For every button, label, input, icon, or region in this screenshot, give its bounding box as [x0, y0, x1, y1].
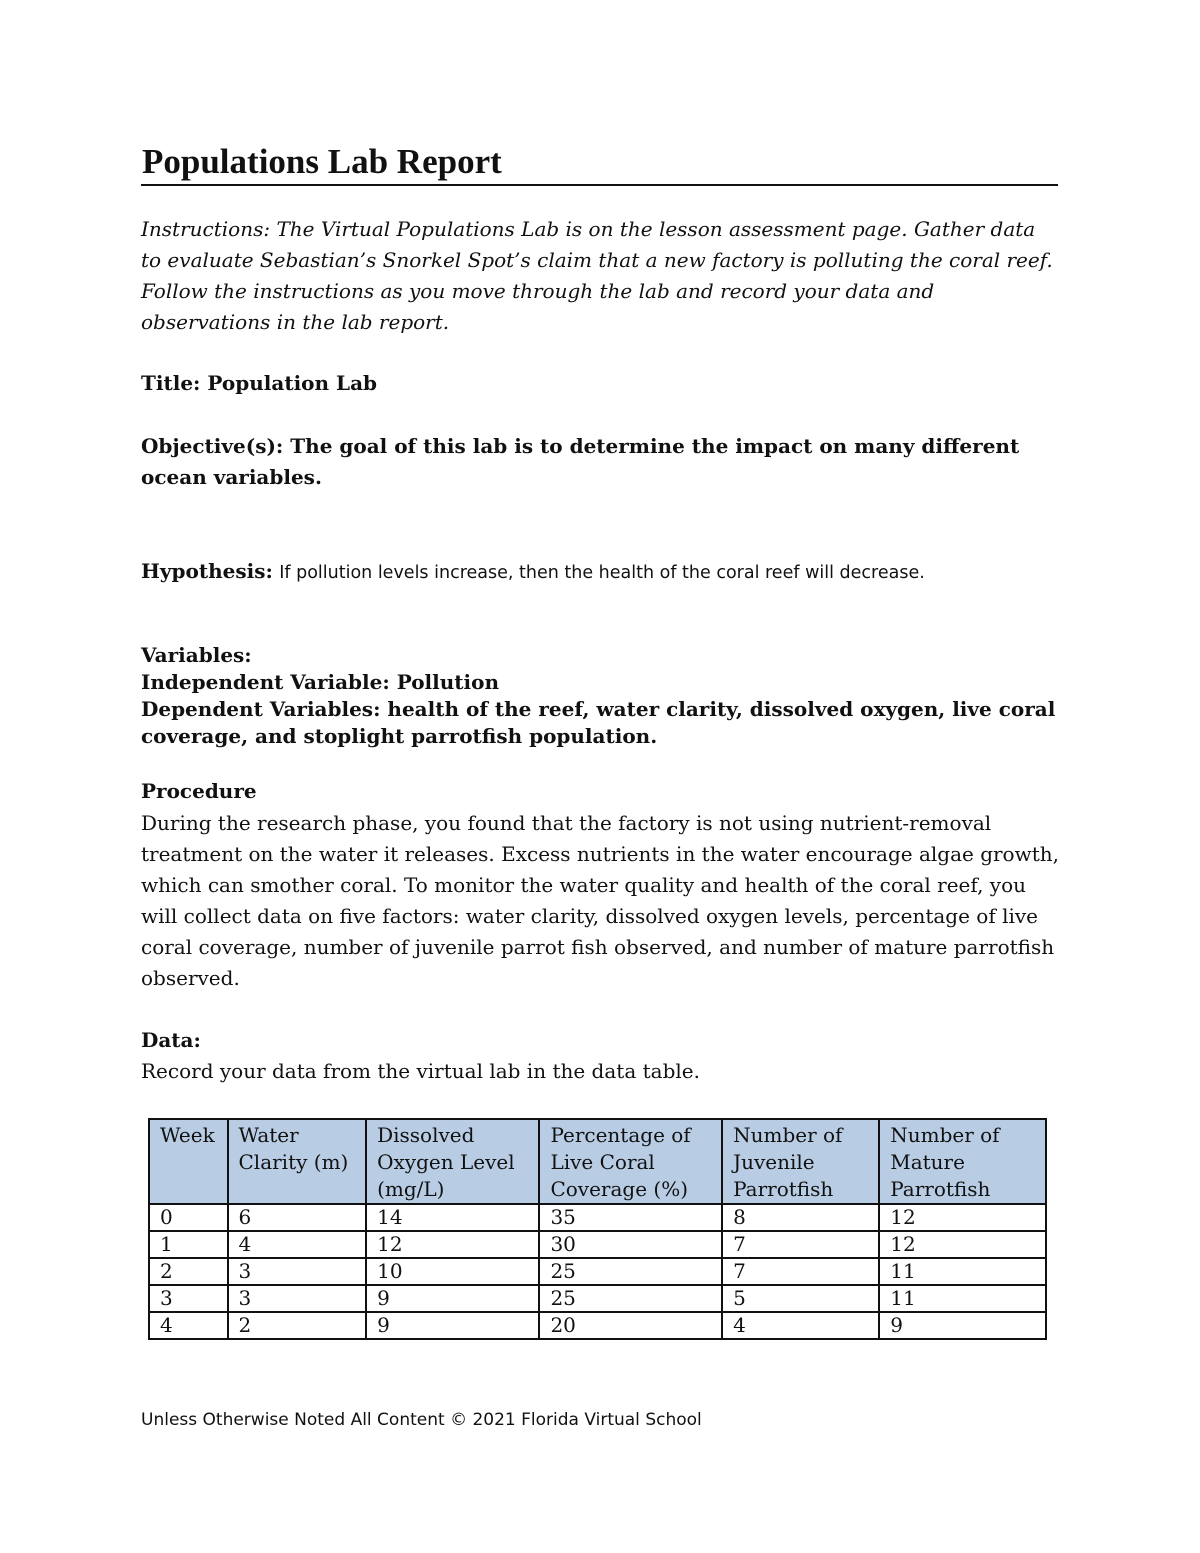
header-week: Week — [149, 1119, 228, 1204]
table-cell: 4 — [149, 1312, 228, 1339]
table-cell: 30 — [539, 1231, 722, 1258]
table-cell: 12 — [879, 1231, 1046, 1258]
lab-title-label: Title: — [141, 371, 201, 395]
table-cell: 3 — [149, 1285, 228, 1312]
header-live-coral: Percentage of Live Coral Coverage (%) — [539, 1119, 722, 1204]
table-row — [149, 1285, 1046, 1312]
data-table — [148, 1118, 1047, 1340]
table-header-row — [149, 1119, 1046, 1204]
lab-title-value: Population Lab — [207, 371, 378, 395]
header-water-clarity: Water Clarity (m) — [228, 1119, 367, 1204]
table-cell: 10 — [366, 1258, 539, 1285]
hypothesis-value: If pollution levels increase, then the health of the coral reef will decrease. — [279, 563, 925, 583]
data-heading: Data: — [141, 1028, 201, 1052]
header-mature-parrotfish: Number of Mature Parrotfish — [879, 1119, 1046, 1204]
table-cell: 25 — [539, 1285, 722, 1312]
objective-value: The goal of this lab is to determine the impact on many different ocean variables. — [141, 434, 1020, 489]
page-title: Populations Lab Report — [142, 142, 502, 181]
table-cell: 20 — [539, 1312, 722, 1339]
lab-title-line — [141, 368, 1061, 399]
table-cell: 9 — [366, 1285, 539, 1312]
table-cell: 7 — [722, 1258, 879, 1285]
variables-heading: Variables: — [141, 643, 252, 667]
table-cell: 3 — [228, 1258, 367, 1285]
table-row — [149, 1204, 1046, 1231]
table-cell: 9 — [879, 1312, 1046, 1339]
table-cell: 0 — [149, 1204, 228, 1231]
objective-line — [141, 431, 1061, 493]
table-row — [149, 1231, 1046, 1258]
table-cell: 4 — [722, 1312, 879, 1339]
table-cell: 4 — [228, 1231, 367, 1258]
data-instructions: Record your data from the virtual lab in the data table. — [141, 1059, 700, 1083]
header-dissolved-oxygen: Dissolved Oxygen Level (mg/L) — [366, 1119, 539, 1204]
table-cell: 11 — [879, 1285, 1046, 1312]
variables-section — [141, 642, 1061, 750]
table-cell: 12 — [366, 1231, 539, 1258]
table-cell: 35 — [539, 1204, 722, 1231]
table-row — [149, 1312, 1046, 1339]
table-cell: 12 — [879, 1204, 1046, 1231]
dependent-variables: Dependent Variables: health of the reef, water clarity, dissolved oxygen, live coral coverage, and stoplight parrotfish population. — [141, 697, 1056, 748]
table-cell: 6 — [228, 1204, 367, 1231]
objective-label: Objective(s): — [141, 434, 284, 458]
table-cell: 7 — [722, 1231, 879, 1258]
independent-variable: Independent Variable: Pollution — [141, 670, 499, 694]
table-cell: 2 — [228, 1312, 367, 1339]
procedure-heading: Procedure — [141, 779, 257, 803]
table-cell: 25 — [539, 1258, 722, 1285]
table-cell: 11 — [879, 1258, 1046, 1285]
copyright-footer: Unless Otherwise Noted All Content © 2021 Florida Virtual School — [141, 1410, 702, 1430]
table-cell: 2 — [149, 1258, 228, 1285]
hypothesis-label: Hypothesis: — [141, 559, 273, 583]
table-cell: 3 — [228, 1285, 367, 1312]
header-juvenile-parrotfish: Number of Juvenile Parrotfish — [722, 1119, 879, 1204]
table-cell: 9 — [366, 1312, 539, 1339]
procedure-text: During the research phase, you found that the factory is not using nutrient-removal treatment on the water it releases. Excess nutrients in the water encourage algae growth, which can smother coral. To monitor the water quality and health of the coral reef, you will collect data on five factors: water clarity, dissolved oxygen levels, percentage of live coral coverage, number of juvenile parrot fish observed, and number of mature parrotfish observed. — [141, 811, 1059, 990]
instructions-text: Instructions: The Virtual Populations Lab is on the lesson assessment page. Gather data to evaluate Sebastian’s Snorkel Spot’s claim that a new factory is polluting the coral reef. Follow the instructions as you move through the lab and record your data and observations in the lab report. — [141, 217, 1053, 334]
table-cell: 14 — [366, 1204, 539, 1231]
table-cell: 5 — [722, 1285, 879, 1312]
title-underline — [141, 184, 1058, 186]
table-cell: 1 — [149, 1231, 228, 1258]
table-cell: 8 — [722, 1204, 879, 1231]
hypothesis-line — [141, 556, 1061, 589]
table-row — [149, 1258, 1046, 1285]
